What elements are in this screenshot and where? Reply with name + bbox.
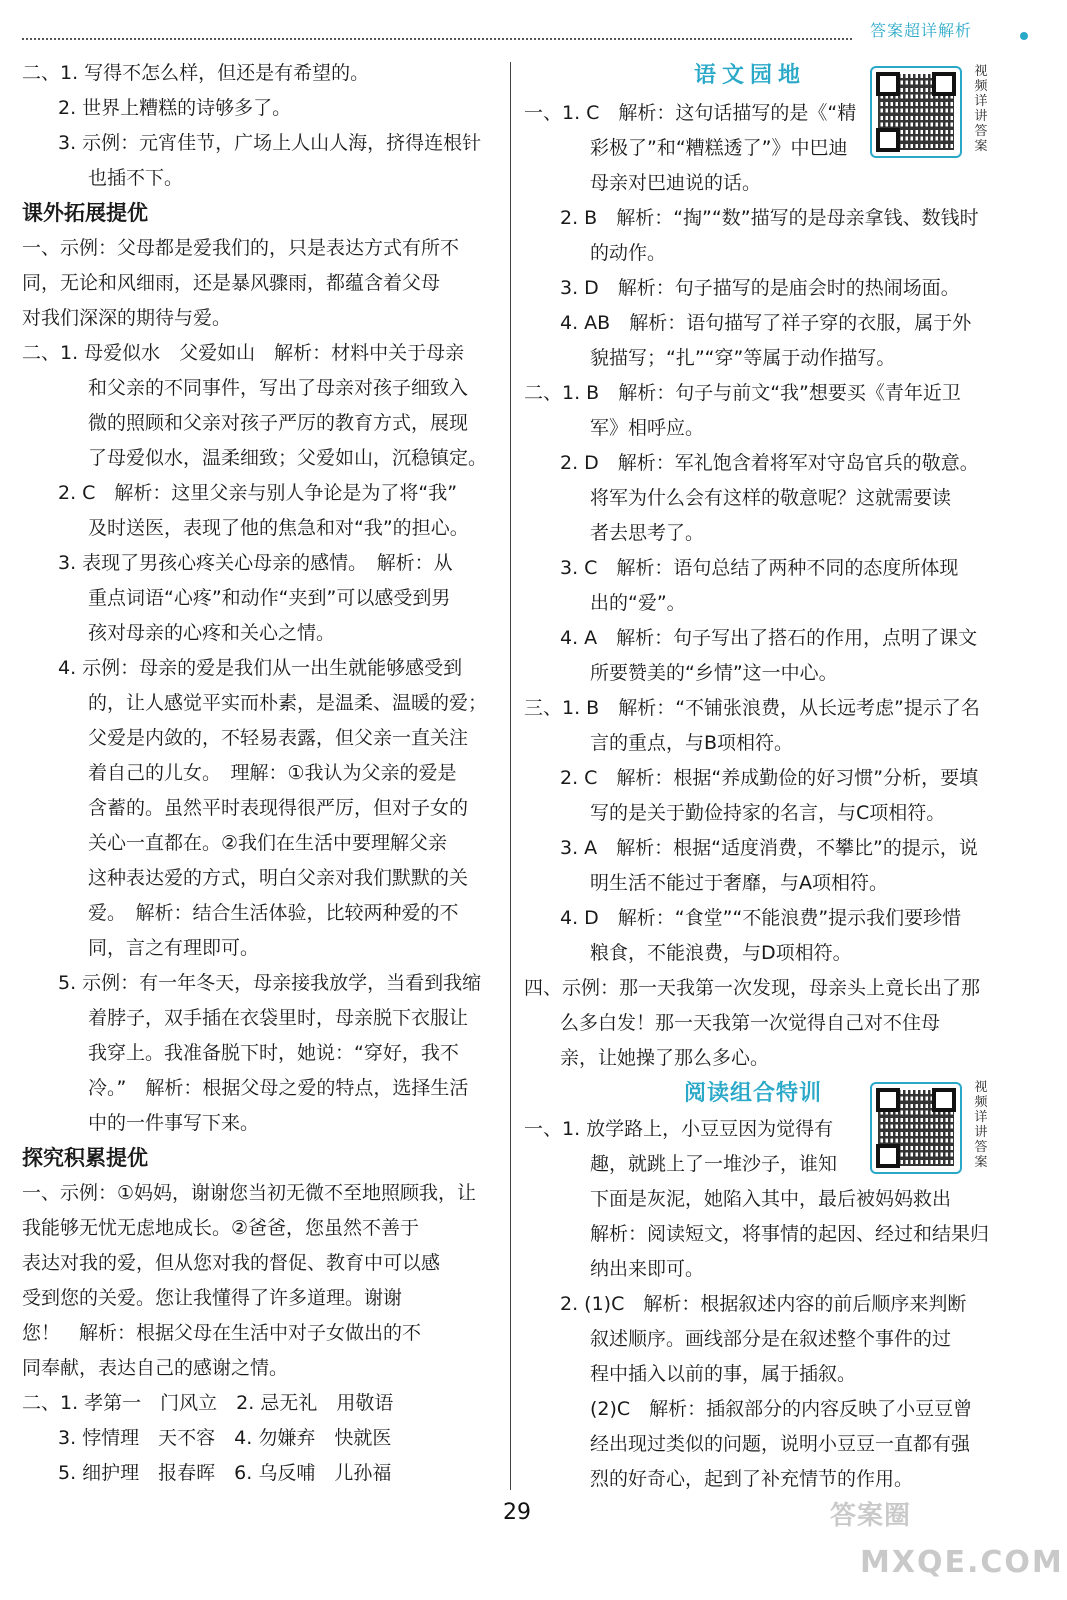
answer-line: 5. 细护理 报春晖 6. 乌反哺 儿孙福 <box>58 1462 392 1484</box>
section-heading: 课外拓展提优 <box>22 201 148 225</box>
answer-line: 4. A 解析：句子写出了搭石的作用，点明了课文 <box>560 627 978 649</box>
section-title-yuwen-yuandi: 语文园地 <box>694 63 807 88</box>
answer-line: 程中插入以前的事，属于插叙。 <box>590 1363 857 1385</box>
column-divider <box>510 62 511 1490</box>
answer-line: 含蓄的。虽然平时表现得很严厉，但对子女的 <box>88 797 469 819</box>
answer-line: 将军为什么会有这样的敬意呢？这就需要读 <box>590 487 952 509</box>
answer-line: 我能够无忧无虑地成长。②爸爸，您虽然不善于 <box>22 1217 420 1239</box>
answer-line: 二、1. B 解析：句子与前文“我”想要买《青年近卫 <box>524 382 961 404</box>
answer-line: 者去思考了。 <box>590 522 705 544</box>
answer-line: 同，言之有理即可。 <box>88 937 260 959</box>
answer-line: 明生活不能过于奢靡，与A项相符。 <box>590 872 888 894</box>
header-tag: 答案超详解析 <box>870 21 973 40</box>
answer-line: 您！ 解析：根据父母在生活中对子女做出的不 <box>22 1322 422 1344</box>
answer-line: 出的“爱”。 <box>590 592 686 614</box>
answer-line: 2. C 解析：这里父亲与别人争论是为了将“我” <box>58 482 458 504</box>
answer-line: 2. (1)C 解析：根据叙述内容的前后顺序来判断 <box>560 1293 967 1315</box>
answer-line: 一、示例：父母都是爱我们的，只是表达方式有所不 <box>22 237 460 259</box>
answer-line: 的动作。 <box>590 242 667 264</box>
answer-line: 3. C 解析：语句总结了两种不同的态度所体现 <box>560 557 959 579</box>
answer-line: 冷。” 解析：根据父母之爱的特点，选择生活 <box>88 1077 469 1099</box>
answer-line: 亲，让她操了那么多心。 <box>560 1047 770 1069</box>
qr-label: 视频详讲答案 <box>974 1080 988 1170</box>
answer-line: 三、1. B 解析：“不铺张浪费，从长远考虑”提示了名 <box>524 697 980 719</box>
answer-line: 及时送医，表现了他的焦急和对“我”的担心。 <box>88 517 469 539</box>
qr-code-icon[interactable] <box>870 1082 962 1174</box>
qr-code-icon[interactable] <box>870 66 962 158</box>
answer-line: 着自己的儿女。 理解：①我认为父亲的爱是 <box>88 762 457 784</box>
section-title-reading-training: 阅读组合特训 <box>684 1081 823 1106</box>
answer-line: 3. 示例：元宵佳节，广场上人山人海，挤得连根针 <box>58 132 482 154</box>
answer-line: 一、示例：①妈妈，谢谢您当初无微不至地照顾我，让 <box>22 1182 477 1204</box>
answer-line: 也插不下。 <box>88 167 184 189</box>
watermark-logo: 答案圈 <box>830 1501 912 1531</box>
answer-line: 4. 示例：母亲的爱是我们从一出生就能够感受到 <box>58 657 463 679</box>
answer-line: 趣，就跳上了一堆沙子，谁知 <box>590 1153 838 1175</box>
answer-line: 重点词语“心疼”和动作“夹到”可以感受到男 <box>88 587 451 609</box>
right-column <box>524 56 1004 1497</box>
answer-line: 2. D 解析：军礼饱含着将军对守岛官兵的敬意。 <box>560 452 979 474</box>
answer-line: 3. 悖情理 天不容 4. 勿嫌弃 快就医 <box>58 1427 392 1449</box>
answer-line: 4. D 解析：“食堂”“不能浪费”提示我们要珍惜 <box>560 907 962 929</box>
answer-line: 对我们深深的期待与爱。 <box>22 307 232 329</box>
answer-line: 了母爱似水，温柔细致；父爱如山，沉稳镇定。 <box>88 447 488 469</box>
answer-line: 4. AB 解析：语句描写了祥子穿的衣服，属于外 <box>560 312 972 334</box>
answer-line: 着脖子，双手插在衣袋里时，母亲脱下衣服让 <box>88 1007 469 1029</box>
answer-line: 关心一直都在。②我们在生活中要理解父亲 <box>88 832 448 854</box>
answer-line: 的，让人感觉平实而朴素，是温柔、温暖的爱； <box>88 692 488 714</box>
answer-line: 一、1. C 解析：这句话描写的是《“精 <box>524 102 857 124</box>
answer-line: 叙述顺序。画线部分是在叙述整个事件的过 <box>590 1328 952 1350</box>
answer-line: 这种表达爱的方式，明白父亲对我们默默的关 <box>88 867 469 889</box>
header-dot-icon <box>1020 32 1028 40</box>
answer-line: 孩对母亲的心疼和关心之情。 <box>88 622 336 644</box>
answer-line: 5. 示例：有一年冬天，母亲接我放学，当看到我缩 <box>58 972 482 994</box>
answer-line: 2. C 解析：根据“养成勤俭的好习惯”分析，要填 <box>560 767 979 789</box>
right-answers-1 <box>524 96 1004 1076</box>
answer-line: 3. A 解析：根据“适度消费，不攀比”的提示，说 <box>560 837 978 859</box>
page-number: 29 <box>503 1500 531 1525</box>
answer-line: 母亲对巴迪说的话。 <box>590 172 762 194</box>
header-divider <box>22 38 852 40</box>
answer-line: 彩极了”和“糟糕透了”》中巴迪 <box>590 137 848 159</box>
answer-line: 所要赞美的“乡情”这一中心。 <box>590 662 838 684</box>
answer-line: 么多白发！那一天我第一次觉得自己对不住母 <box>560 1012 941 1034</box>
answer-line: 经出现过类似的问题，说明小豆豆一直都有强 <box>590 1433 971 1455</box>
answer-line: 爱。 解析：结合生活体验，比较两种爱的不 <box>88 902 459 924</box>
answer-line: 二、1. 孝第一 门风立 2. 忌无礼 用敬语 <box>22 1392 394 1414</box>
qr-label: 视频详讲答案 <box>974 64 988 154</box>
answer-line: 貌描写；“扎”“穿”等属于动作描写。 <box>590 347 896 369</box>
answer-line: 我穿上。我准备脱下时，她说：“穿好，我不 <box>88 1042 459 1064</box>
answer-line: 二、1. 写得不怎么样，但还是有希望的。 <box>22 62 370 84</box>
left-column <box>22 56 502 1491</box>
watermark-url: MXQE.COM <box>860 1545 1064 1580</box>
answer-line: 3. D 解析：句子描写的是庙会时的热闹场面。 <box>560 277 960 299</box>
answer-line: 四、示例：那一天我第一次发现，母亲头上竟长出了那 <box>524 977 981 999</box>
answer-line: 表达对我的爱，但从您对我的督促、教育中可以感 <box>22 1252 441 1274</box>
answer-line: (2)C 解析：插叙部分的内容反映了小豆豆曾 <box>590 1398 973 1420</box>
answer-line: 同奉献，表达自己的感谢之情。 <box>22 1357 289 1379</box>
answer-line: 解析：阅读短文，将事情的起因、经过和结果归 <box>590 1223 990 1245</box>
answer-line: 粮食，不能浪费，与D项相符。 <box>590 942 852 964</box>
section-heading: 探究积累提优 <box>22 1146 148 1170</box>
answer-line: 2. B 解析：“掏”“数”描写的是母亲拿钱、数钱时 <box>560 207 979 229</box>
answer-line: 写的是关于勤俭持家的名言，与C项相符。 <box>590 802 946 824</box>
answer-line: 中的一件事写下来。 <box>88 1112 260 1134</box>
answer-line: 烈的好奇心，起到了补充情节的作用。 <box>590 1468 914 1490</box>
answer-line: 2. 世界上糟糕的诗够多了。 <box>58 97 292 119</box>
answer-line: 受到您的关爱。您让我懂得了许多道理。谢谢 <box>22 1287 403 1309</box>
answer-line: 同，无论和风细雨，还是暴风骤雨，都蕴含着父母 <box>22 272 441 294</box>
answer-line: 父爱是内敛的，不轻易表露，但父亲一直关注 <box>88 727 469 749</box>
answer-line: 二、1. 母爱似水 父爱如山 解析：材料中关于母亲 <box>22 342 465 364</box>
answer-line: 纳出来即可。 <box>590 1258 705 1280</box>
answer-line: 和父亲的不同事件，写出了母亲对孩子细致入 <box>88 377 469 399</box>
answer-line: 一、1. 放学路上，小豆豆因为觉得有 <box>524 1118 834 1140</box>
answer-line: 言的重点，与B项相符。 <box>590 732 794 754</box>
answer-line: 下面是灰泥，她陷入其中，最后被妈妈救出 <box>590 1188 952 1210</box>
answer-line: 微的照顾和父亲对孩子严厉的教育方式，展现 <box>88 412 469 434</box>
answer-line: 3. 表现了男孩心疼关心母亲的感情。 解析：从 <box>58 552 453 574</box>
answer-line: 军》相呼应。 <box>590 417 705 439</box>
